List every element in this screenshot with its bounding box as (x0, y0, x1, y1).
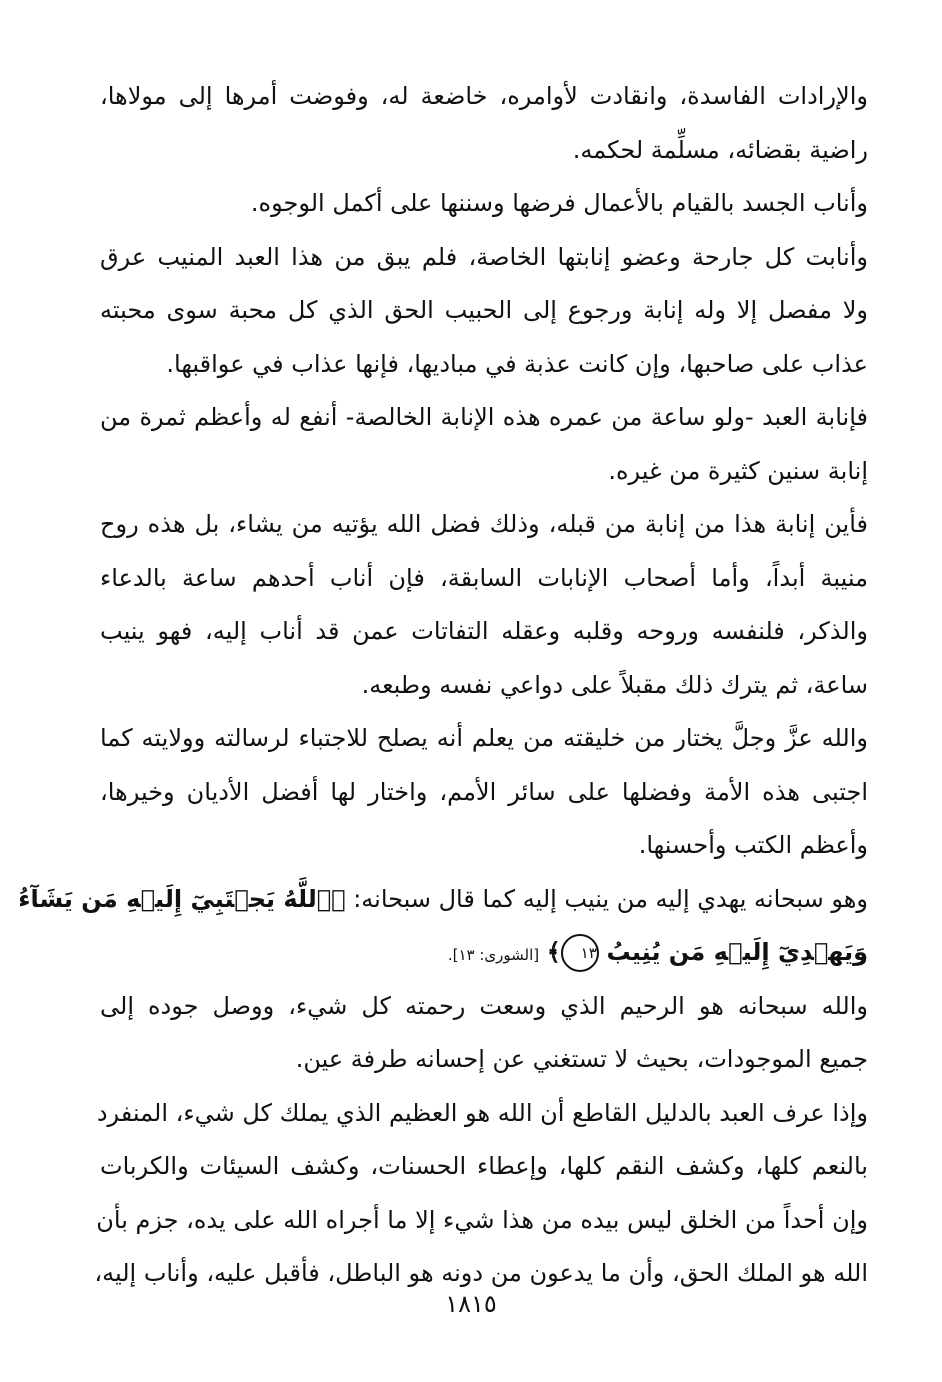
text-line: والله عزَّ وجلَّ يختار من خليقته من يعلم أنه يصلح للاجتباء لرسالته وولايته كما (100, 724, 868, 752)
quran-verse-part1: ﴿ٱللَّهُ يَجۡتَبِيٓ إِلَيۡهِ مَن يَشَآءُ (18, 884, 346, 913)
text-line: فأين إنابة هذا من إنابة من قبله، وذلك فضل الله يؤتيه من يشاء، بل هذه روح (100, 510, 868, 538)
text-line: وأناب الجسد بالقيام بالأعمال فرضها وسننها على أكمل الوجوه. (250, 189, 868, 217)
text-line: عذاب على صاحبها، وإن كانت عذبة في مباديها، فإنها عذاب في عواقبها. (166, 349, 868, 378)
ayah-number-marker: ١٣ (561, 934, 599, 972)
text-line: والله سبحانه هو الرحيم الذي وسعت رحمته كل شيء، ووصل جوده إلى (100, 991, 868, 1020)
text-line: جميع الموجودات، بحيث لا تستغني عن إحسانه طرفة عين. (295, 1045, 868, 1073)
text-line: فإنابة العبد -ولو ساعة من عمره هذه الإنابة الخالصة- أنفع له وأعظم ثمرة من (100, 403, 868, 431)
page-number: ١٨١٥ (445, 1290, 497, 1318)
text-line: وإن أحداً من الخلق ليس بيده من هذا شيء إلا ما أجراه الله على يده، جزم بأن (96, 1205, 868, 1234)
text-line: ساعة، ثم يترك ذلك مقبلاً على دواعي نفسه وطبعه. (361, 670, 868, 699)
quran-verse-part2: وَيَهۡدِيٓ إِلَيۡهِ مَن يُنِيبُ (606, 938, 868, 966)
text-line: وإذا عرف العبد بالدليل القاطع أن الله هو العظيم الذي يملك كل شيء، المنفرد (96, 1098, 868, 1127)
page-body (18, 70, 868, 1301)
text-line: بالنعم كلها، وكشف النقم كلها، وإعطاء الحسنات، وكشف السيئات والكربات (100, 1152, 868, 1180)
text-line: وأنابت كل جارحة وعضو إنابتها الخاصة، فلم يبق من هذا العبد المنيب عرق (100, 242, 868, 271)
verse-reference: [الشورى: ١٣]. (447, 946, 540, 964)
verse-intro-line (18, 873, 868, 927)
text-line: والذكر، فلنفسه وروحه وقلبه وعقله التفاتات عمن قد أناب إليه، فهو ينيب (100, 617, 868, 645)
verse-close-bracket: ﴾ (546, 938, 561, 966)
text-line: والإرادات الفاسدة، وانقادت لأوامره، خاضعة له، وفوضت أمرها إلى مولاها، (100, 82, 868, 110)
verse-intro: وهو سبحانه يهدي إليه من ينيب إليه كما قال سبحانه: (353, 884, 868, 913)
verse-line (100, 926, 868, 980)
text-line: ولا مفصل إلا وله إنابة ورجوع إلى الحبيب الحق الذي كل محبة سوى محبته (100, 296, 868, 324)
text-line: منيبة أبداً، وأما أصحاب الإنابات السابقة، فإن أناب أحدهم ساعة بالدعاء (100, 563, 868, 592)
text-line: إنابة سنين كثيرة من غيره. (608, 456, 868, 485)
text-line: وأعظم الكتب وأحسنها. (638, 831, 868, 859)
text-line: راضية بقضائه، مسلِّمة لحكمه. (572, 135, 868, 164)
text-line: اجتبى هذه الأمة وفضلها على سائر الأمم، واختار لها أفضل الأديان وخيرها، (100, 777, 868, 806)
text-line: الله هو الملك الحق، وأن ما يدعون من دونه هو الباطل، فأقبل عليه، وأناب إليه، (94, 1259, 868, 1287)
